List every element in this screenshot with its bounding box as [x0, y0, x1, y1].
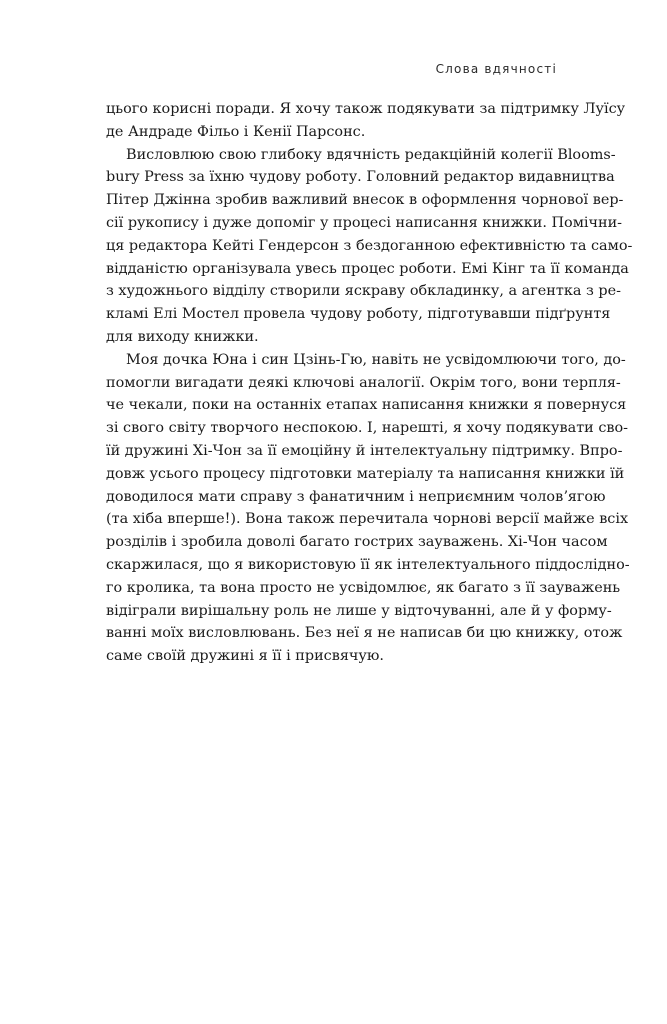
running-head: Слова вдячності	[435, 62, 557, 76]
text-line: з художнього відділу створили яскраву обкладинку, а агентка з ре-	[106, 283, 622, 300]
text-line: (та хіба вперше!). Вона також перечитала чорнові версії майже всіх	[106, 511, 629, 528]
text-line: їй дружині Хі-Чон за її емоційну й інтелектуальну підтримку. Впро-	[106, 442, 623, 459]
text-line: го кролика, та вона просто не усвідомлює, як багато з її зауважень	[106, 579, 621, 596]
paragraph	[106, 98, 626, 144]
text-line: довж усього процесу підготовки матеріалу та написання книжки їй	[106, 465, 625, 482]
text-line: зі свого світу творчого неспокою. І, нарешті, я хочу подякувати сво-	[106, 420, 629, 437]
text-line: відіграли вирішальну роль не лише у відточуванні, але й у форму-	[106, 602, 612, 619]
text-line: саме своїй дружині я її і присвячую.	[106, 648, 384, 665]
text-line: помогли вигадати деякі ключові аналогії. Окрім того, вони терпля-	[106, 374, 621, 391]
text-line: сії рукопису і дуже допоміг у процесі написання книжки. Помічни-	[106, 214, 623, 231]
text-line: цього корисні поради. Я хочу також подякувати за підтримку Луїсу	[106, 101, 626, 117]
text-line: кламі Елі Мостел провела чудову роботу, підготувавши підґрунтя	[106, 306, 611, 323]
text-line: bury Press за їхню чудову роботу. Головний редактор видавництва	[106, 169, 615, 186]
text-line: для виходу книжки.	[106, 328, 259, 345]
paragraph	[106, 349, 630, 668]
text-line: розділів і зробила доволі багато гострих зауважень. Хі-Чон часом	[106, 534, 608, 551]
text-line: ця редактора Кейті Гендерсон з бездоганною ефективністю та само-	[106, 237, 633, 254]
text-line: де Андраде Фільо і Кенії Парсонс.	[106, 123, 366, 140]
text-line: Висловлюю свою глибоку вдячність редакційній колегії Blooms-	[126, 146, 616, 163]
text-line: скаржилася, що я використовую її як інтелектуального піддослідно-	[106, 556, 630, 573]
text-line: ванні моїх висловлювань. Без неї я не написав би цю книжку, отож	[106, 625, 623, 642]
text-line: відданістю організувала увесь процес роботи. Емі Кінг та її команда	[106, 260, 629, 277]
paragraph	[106, 144, 633, 349]
text-line: доводилося мати справу з фанатичним і неприємним чоловʼягою	[106, 488, 606, 505]
text-line: Пітер Джінна зробив важливий внесок в оформлення чорнової вер-	[106, 192, 624, 209]
text-line: Моя дочка Юна і син Цзінь-Гю, навіть не усвідомлюючи того, до-	[126, 351, 626, 368]
body-text	[106, 98, 633, 668]
text-line: че чекали, поки на останніх етапах написання книжки я повернуся	[106, 397, 627, 414]
